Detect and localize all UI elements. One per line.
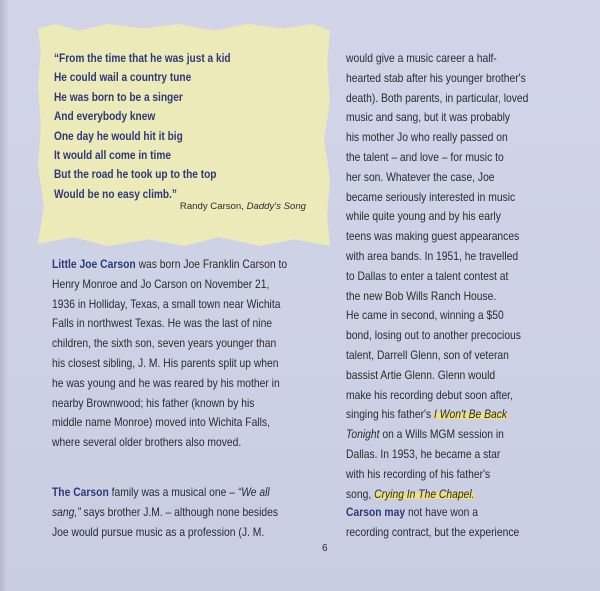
para-lead: The Carson [52,486,109,499]
text-line: sang,” says brother J.M. – although none besides [52,505,279,519]
text-line: Little Joe Carson was born Joe Franklin Carson to [52,258,288,271]
text-line: 1936 in Holliday, Texas, a small town near Wichita [52,297,281,311]
text-line: to Dallas to enter a talent contest at [346,269,509,283]
text-line: recording contract, but the experience [346,525,520,539]
text-line: with area bands. In 1951, he travelled [346,249,519,263]
text-line: while quite young and by his early [346,210,501,224]
text-line: he was young and he was reared by his mother in [52,376,280,390]
text-line: death). Both parents, in particular, loved [346,91,529,105]
quote-line: And everybody knew [54,111,156,124]
text-line: singing his father's I Won't Be Back [346,408,508,422]
text-line: where several older brothers also moved. [52,436,242,450]
text-line: Dallas. In 1953, he became a star [346,447,501,461]
left-column-para2 [52,483,278,542]
text-line: hearted stab after his younger brother's [346,71,526,85]
quote-line: But the road he took up to the top [54,169,217,182]
quote-attribution [180,201,306,212]
right-column-para1 [346,49,528,504]
text-line: Falls in northwest Texas. He was the last of nine [52,317,273,331]
page-fold-shadow [0,0,8,591]
text-line: Carson may not have won a [346,506,478,519]
text-line: with his recording of his father's [346,467,491,481]
attribution-author: Randy Carson, [179,201,247,212]
para-lead: Little Joe Carson [52,258,136,271]
text-line: his mother Jo who really passed on [346,131,508,145]
text-line: Joe would pursue music as a profession (J. M. [52,525,265,539]
text-line: the new Bob Wills Ranch House. [346,289,497,303]
quote-line: He was born to be a singer [54,91,183,104]
text-line: He came in second, winning a $50 [346,309,504,323]
text-line: children, the sixth son, seven years younger than [52,337,277,351]
text-line: her son. Whatever the case, Joe [346,170,495,184]
text-line: teens was making guest appearances [346,230,520,244]
text-line: talent, Darrell Glenn, son of veteran [346,348,509,362]
text-line: song, Crying In The Chapel. [346,487,475,501]
text-line: make his recording debut soon after, [346,388,513,402]
text-line: middle name Monroe) moved into Wichita Falls, [52,416,270,430]
quote-line: Would be no easy climb.” [54,188,177,201]
quote-line: One day he would hit it big [54,130,183,143]
text-line: the talent – and love – for music to [346,150,504,164]
text-line: music and sang, but it was probably [346,111,511,125]
text-line: would give a music career a half- [346,52,497,65]
lyric-quote [54,50,231,205]
page-number: 6 [322,543,328,554]
song-title-highlight: I Won't Be Back [434,408,508,422]
text-line: his closest sibling, J. M. His parents split up when [52,356,279,370]
right-column-para2 [346,503,519,543]
text-line: Henry Monroe and Jo Carson on November 21, [52,277,270,291]
quote-line: “From the time that he was just a kid [54,53,231,65]
text-line: nearby Brownwood; his father (known by his [52,396,255,410]
quote-line: He could wail a country tune [54,72,192,85]
text-line: Tonight on a Wills MGM session in [346,428,504,442]
text-line: The Carson family was a musical one – “We all [52,486,270,499]
text-line: became seriously interested in music [346,190,516,204]
para-lead: Carson may [346,506,406,519]
attribution-work: Daddy's Song [246,201,306,212]
text-line: bassist Artie Glenn. Glenn would [346,368,496,382]
song-title-highlight: Crying In The Chapel. [374,487,475,501]
quote-line: It would all come in time [54,150,171,163]
text-line: bond, losing out to another precocious [346,329,521,343]
left-column-para1 [52,255,287,453]
